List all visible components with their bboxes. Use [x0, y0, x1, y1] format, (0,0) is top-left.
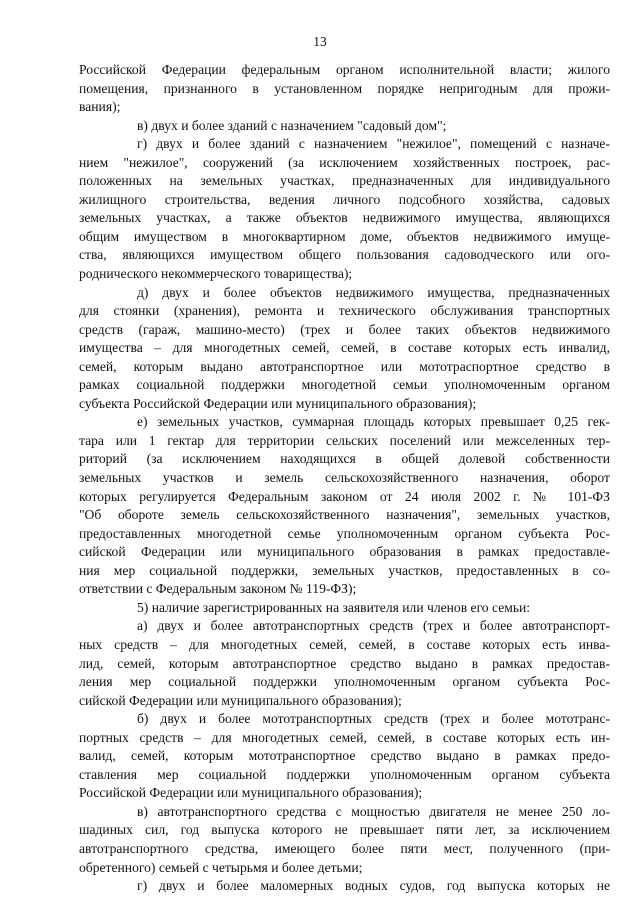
text-line: семей, которым выдано автотранспортное или мототраспортное средство в [79, 358, 610, 374]
text-line: д) двух и более объектов недвижимого имущества, предназначенных [137, 284, 610, 300]
text-line: ления мер социальной поддержки уполномоченным органом субъекта Рос- [79, 674, 610, 690]
text-line: имущества – для многодетных семей, семей, в составе которых есть инвалид, [79, 340, 610, 356]
text-line: рамках социальной поддержки многодетной семьи уполномоченным органом [79, 377, 610, 393]
text-line: положенных на земельных участках, предназначенных для индивидуального [79, 173, 610, 189]
text-line: валид, семей, которым мототранспортное средство выдано в рамках предо- [79, 748, 610, 764]
text-line: ставления мер социальной поддержки уполномоченным органом субъекта [79, 766, 610, 782]
text-line: предоставленных многодетной семье уполномоченным органом субъекта Рос- [79, 525, 610, 541]
text-line: риторий (за исключением находящихся в общей долевой собственности [79, 451, 610, 467]
text-line: шадиных сил, год выпуска которого не превышает пяти лет, за исключением [79, 822, 610, 838]
text-line: а) двух и более автотранспортных средств (трех и более автотранспорт- [137, 618, 610, 634]
text-line: ных средств – для многодетных семей, семей, в составе которых есть инва- [79, 636, 610, 652]
text-line: обретенного) семьей с четырьмя и более детьми; [79, 859, 363, 875]
text-line: жилищного строительства, ведения личного подсобного хозяйства, садовых [79, 191, 610, 207]
text-line: сийской Федерации или муниципального образования); [79, 692, 402, 708]
text-line: в) автотранспортного средства с мощностью двигателя не менее 250 ло- [137, 803, 610, 819]
text-line: для стоянки (хранения), ремонта и технического обслуживания транспортных [79, 303, 610, 319]
text-line: лид, семей, которым автотранспортное средство выдано в рамках предостав- [79, 655, 610, 671]
document-body [79, 61, 610, 896]
text-line: помещения, признанного в установленном порядке непригодным для прожи- [79, 80, 610, 96]
text-line: "Об обороте земель сельскохозяйственного назначения", земельных участков, [79, 507, 610, 523]
page-number: 13 [313, 34, 327, 49]
text-line: г) двух и более маломерных водных судов, год выпуска которых не [137, 878, 610, 894]
text-line: в) двух и более зданий с назначением "садовый дом"; [137, 117, 447, 133]
text-line: ния мер социальной поддержки, земельных участков, предоставленных в со- [79, 562, 610, 578]
text-line: нием "нежилое", сооружений (за исключением хозяйственных построек, рас- [79, 154, 610, 170]
text-line: Российской Федерации федеральным органом исполнительной власти; жилого [79, 62, 610, 77]
text-line: автотранспортного средства, имеющего более пяти мест, полученного (при- [79, 840, 610, 856]
text-line: г) двух и более зданий с назначением "нежилое", помещений с назначе- [137, 136, 610, 152]
text-line: которых регулируется Федеральным законом от 24 июля 2002 г. № 101-ФЗ [79, 488, 610, 504]
text-line: портных средств – для многодетных семей, семей, в составе которых есть ин- [79, 729, 610, 745]
text-line: ответствии с Федеральным законом № 119-ФЗ); [79, 581, 357, 597]
text-line: Российской Федерации или муниципального образования); [79, 785, 423, 801]
text-line: е) земельных участков, суммарная площадь которых превышает 0,25 гек- [137, 414, 610, 430]
text-line: тара или 1 гектар для территории сельских поселений или межселенных тер- [79, 432, 610, 448]
text-line: общим имуществом в многоквартирном доме, объектов недвижимого имуще- [79, 228, 610, 244]
text-line: сийской Федерации или муниципального образования в рамках предоставле- [79, 544, 610, 560]
text-line: средств (гараж, машино-место) (трех и более таких объектов недвижимого [79, 321, 610, 337]
text-line: 5) наличие зарегистрированных на заявителя или членов его семьи: [137, 599, 531, 615]
text-line: вания); [79, 99, 121, 115]
text-line: земельных участков и земель сельскохозяйственного назначения, оборот [79, 470, 610, 486]
text-line: роднического некоммерческого товарищества); [79, 266, 353, 282]
text-line: б) двух и более мототранспортных средств (трех и более мототранс- [137, 711, 610, 727]
text-line: ства, являющихся имуществом общего пользования садоводческого или ого- [79, 247, 610, 263]
text-line: земельных участках, а также объектов недвижимого имущества, являющихся [79, 210, 610, 226]
text-line: субъекта Российской Федерации или муниципального образования); [79, 395, 477, 411]
